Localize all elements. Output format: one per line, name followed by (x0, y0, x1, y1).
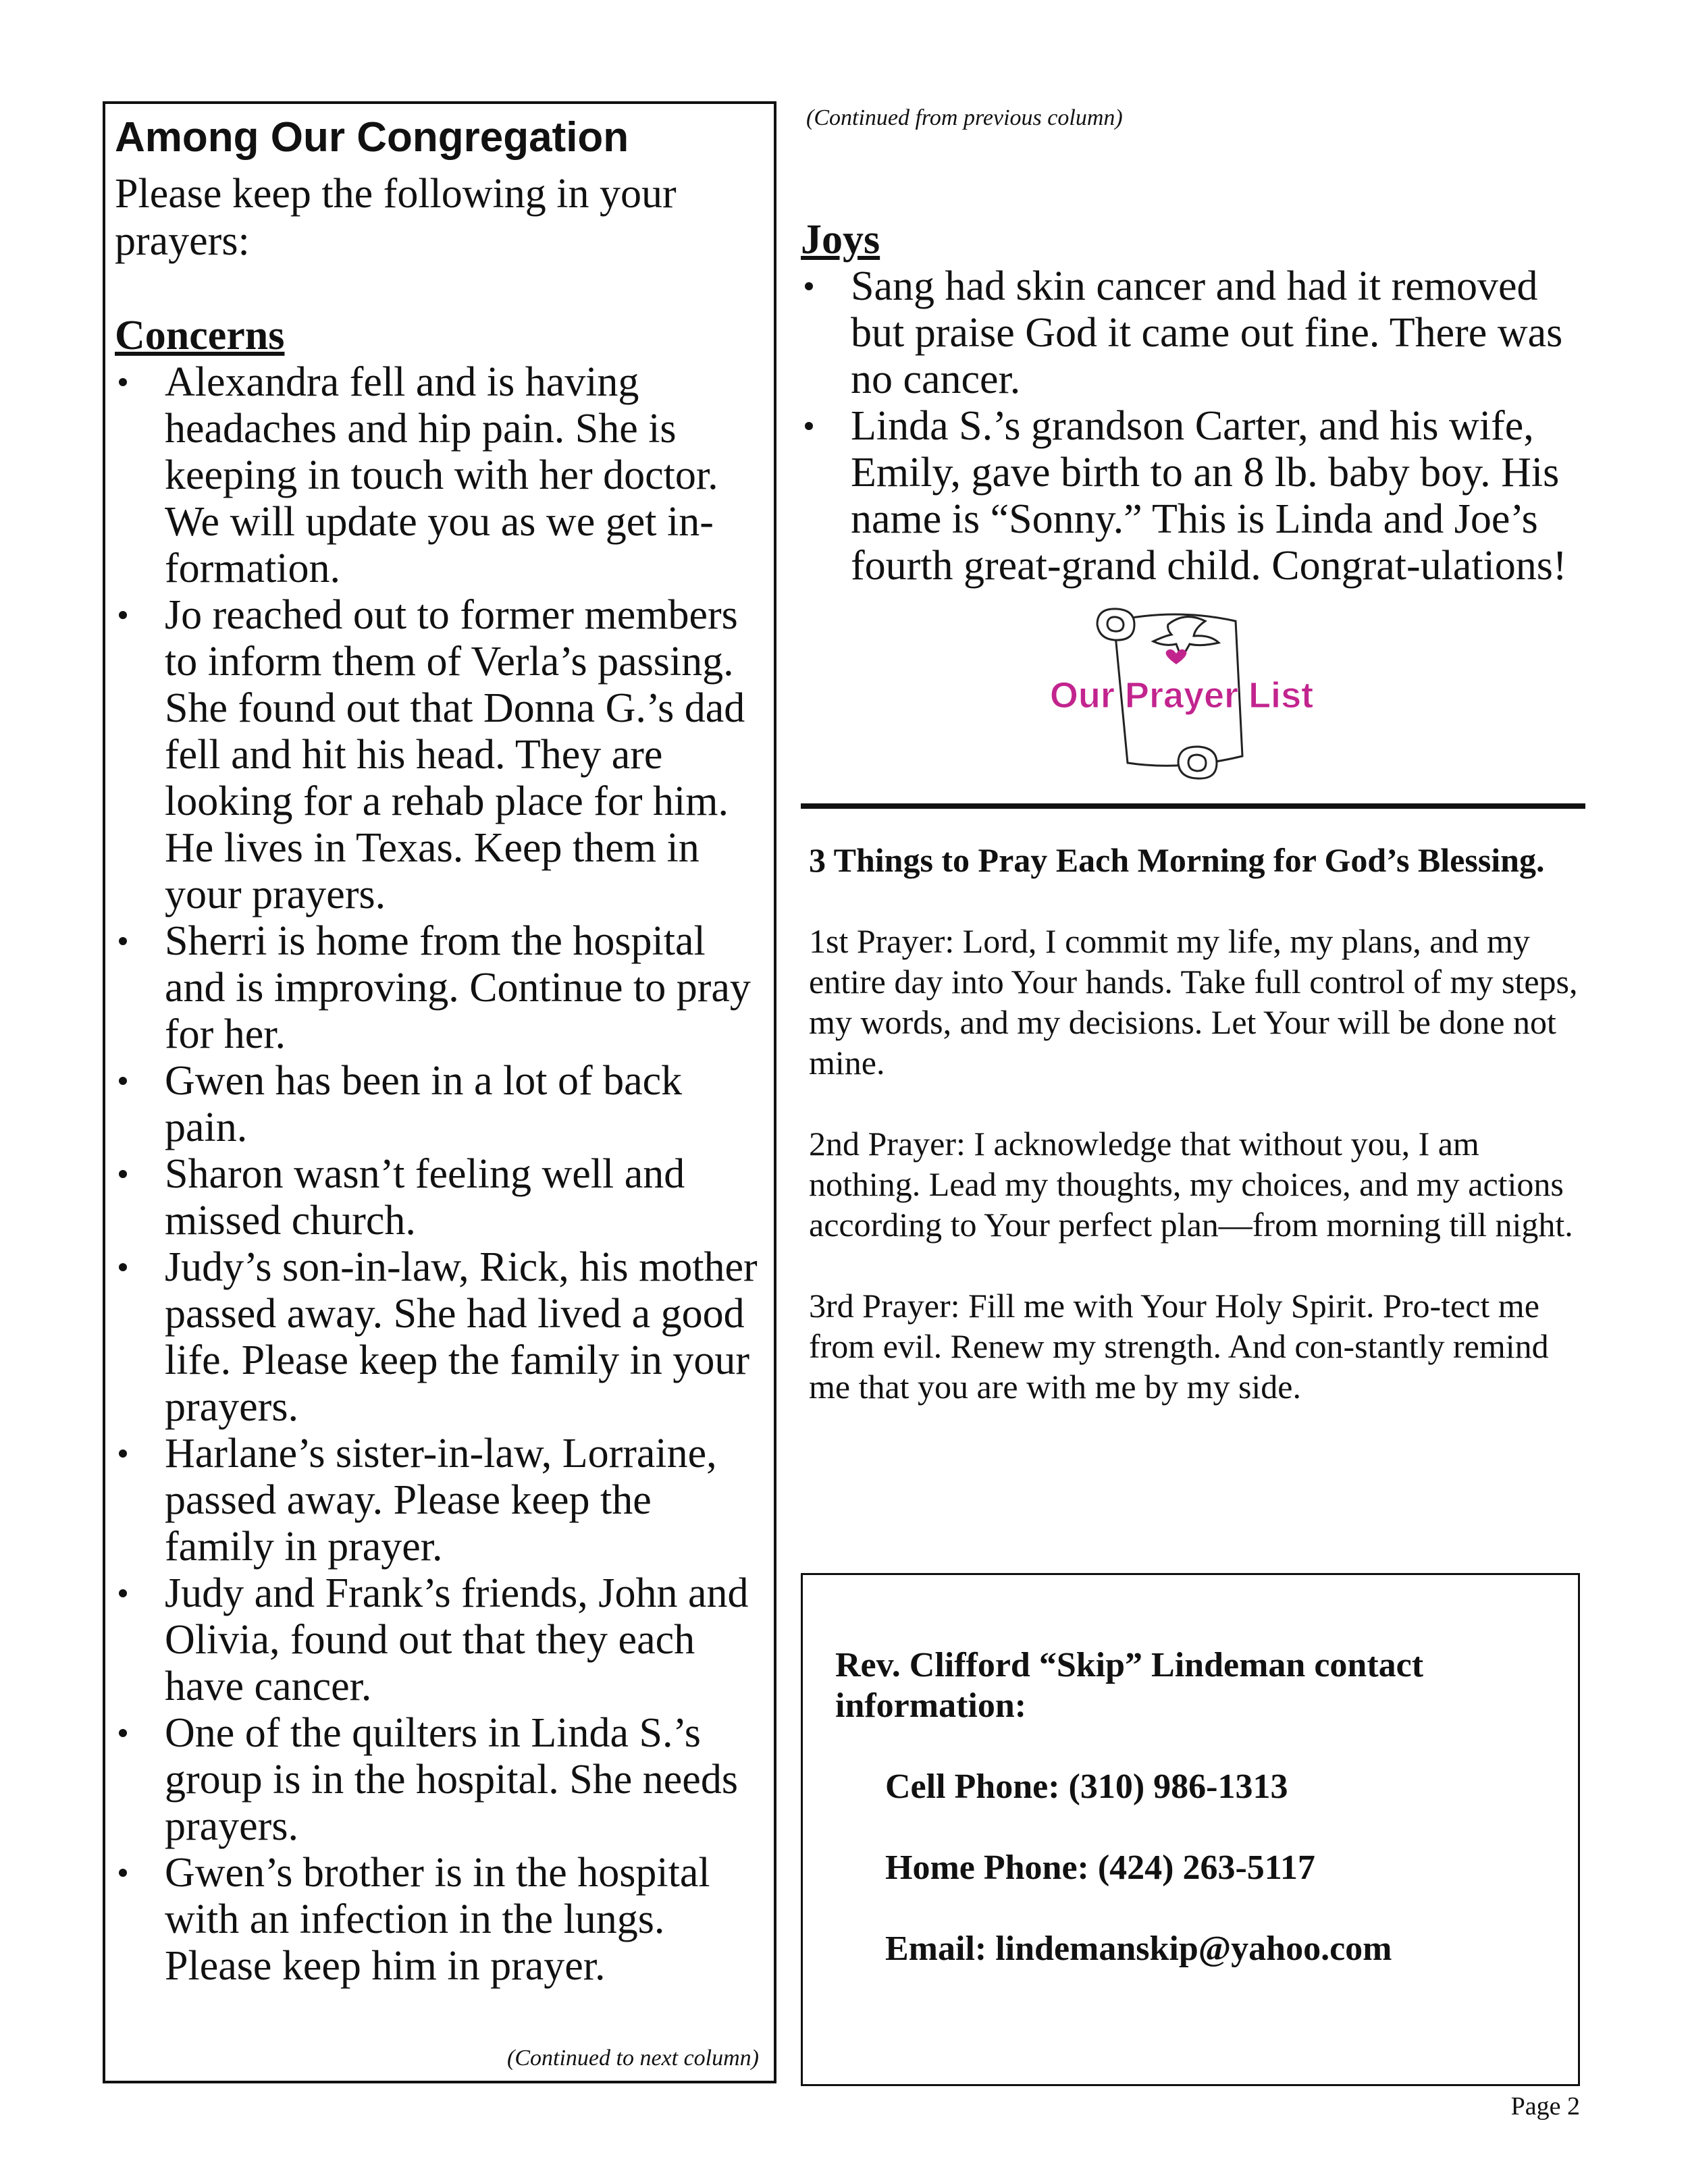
continued-note: (Continued to next column) (507, 2046, 759, 2071)
list-item: Harlane’s sister-in-law, Lorraine, passed away. Please keep the family in prayer. (115, 1431, 764, 1570)
concerns-heading: Concerns (115, 313, 285, 359)
joys-column (801, 101, 1591, 589)
list-item: Linda S.’s grandson Carter, and his wife, Emily, gave birth to an 8 lb. baby boy. His name is “Sonny.” This is Linda and Joe’s fourth great-grand child. Congrat-ulations! (801, 403, 1591, 589)
bullet-icon (119, 1263, 127, 1271)
list-item: Alexandra fell and is having headaches and hip pain. She is keeping in touch with her doctor. We will update you as we get in-formation. (115, 359, 764, 592)
bullet-icon (805, 422, 813, 430)
congregation-box (103, 101, 776, 2083)
bullet-icon (119, 1729, 127, 1737)
page-number: Page 2 (1510, 2092, 1580, 2121)
section-title: Among Our Congregation (115, 114, 629, 161)
intro-text: Please keep the following in your prayers: (115, 171, 677, 265)
home-phone: Home Phone: (424) 263-5117 (885, 1848, 1315, 1887)
concerns-list (115, 359, 764, 1990)
list-item: Judy and Frank’s friends, John and Olivia, found out that they each have cancer. (115, 1570, 764, 1710)
column-divider (801, 803, 1585, 809)
list-item: Gwen’s brother is in the hospital with an infection in the lungs. Please keep him in prayer. (115, 1850, 764, 1990)
list-item: Jo reached out to former members to inform them of Verla’s passing. She found out that Donna G.’s dad fell and hit his head. They are looking for a rehab place for him. He lives in Texas. Keep them in your prayers. (115, 592, 764, 918)
bullet-icon (119, 1077, 127, 1085)
joys-heading: Joys (801, 217, 880, 263)
joys-section (801, 216, 1591, 589)
prayer-list-scroll-icon (1033, 594, 1330, 797)
contact-box (801, 1573, 1580, 2086)
joys-list (801, 263, 1591, 589)
prayer-list-graphic-text: Our Prayer List (1049, 675, 1314, 716)
contact-title: Rev. Clifford “Skip” Lindeman contact information: (835, 1646, 1424, 1725)
list-item: Sang had skin cancer and had it removed but praise God it came out fine. There was no cancer. (801, 263, 1591, 403)
prayer-paragraph: 3rd Prayer: Fill me with Your Holy Spirit. Pro-tect me from evil. Renew my strength. And con-stantly remind me that you are with me by my side. (809, 1287, 1549, 1406)
prayer-paragraph: 1st Prayer: Lord, I commit my life, my plans, and my entire day into Your hands. Take full control of my steps, my words, and my decisions. Let Your will be done not mine. (809, 922, 1578, 1082)
morning-prayers-section (809, 840, 1585, 1447)
bullet-icon (119, 611, 127, 619)
prayers-title: 3 Things to Pray Each Morning for God’s Blessing. (809, 841, 1545, 879)
bullet-icon (119, 1449, 127, 1458)
bullet-icon (119, 1869, 127, 1877)
list-item: Sherri is home from the hospital and is improving. Continue to pray for her. (115, 918, 764, 1058)
list-item: One of the quilters in Linda S.’s group is in the hospital. She needs prayers. (115, 1710, 764, 1850)
bullet-icon (119, 378, 127, 386)
list-item: Gwen has been in a lot of back pain. (115, 1058, 764, 1151)
list-item: Sharon wasn’t feeling well and missed church. (115, 1151, 764, 1244)
cell-phone: Cell Phone: (310) 986-1313 (885, 1767, 1288, 1806)
bullet-icon (805, 282, 813, 290)
email-address: Email: lindemanskip@yahoo.com (885, 1929, 1392, 1968)
continued-note: (Continued from previous column) (806, 105, 1123, 130)
bullet-icon (119, 937, 127, 945)
list-item: Judy’s son-in-law, Rick, his mother passed away. She had lived a good life. Please keep the family in your prayers. (115, 1244, 764, 1431)
prayer-paragraph: 2nd Prayer: I acknowledge that without you, I am nothing. Lead my thoughts, my choices, and my actions according to Your perfect plan—from morning till night. (809, 1125, 1573, 1244)
bullet-icon (119, 1170, 127, 1178)
bullet-icon (119, 1589, 127, 1597)
